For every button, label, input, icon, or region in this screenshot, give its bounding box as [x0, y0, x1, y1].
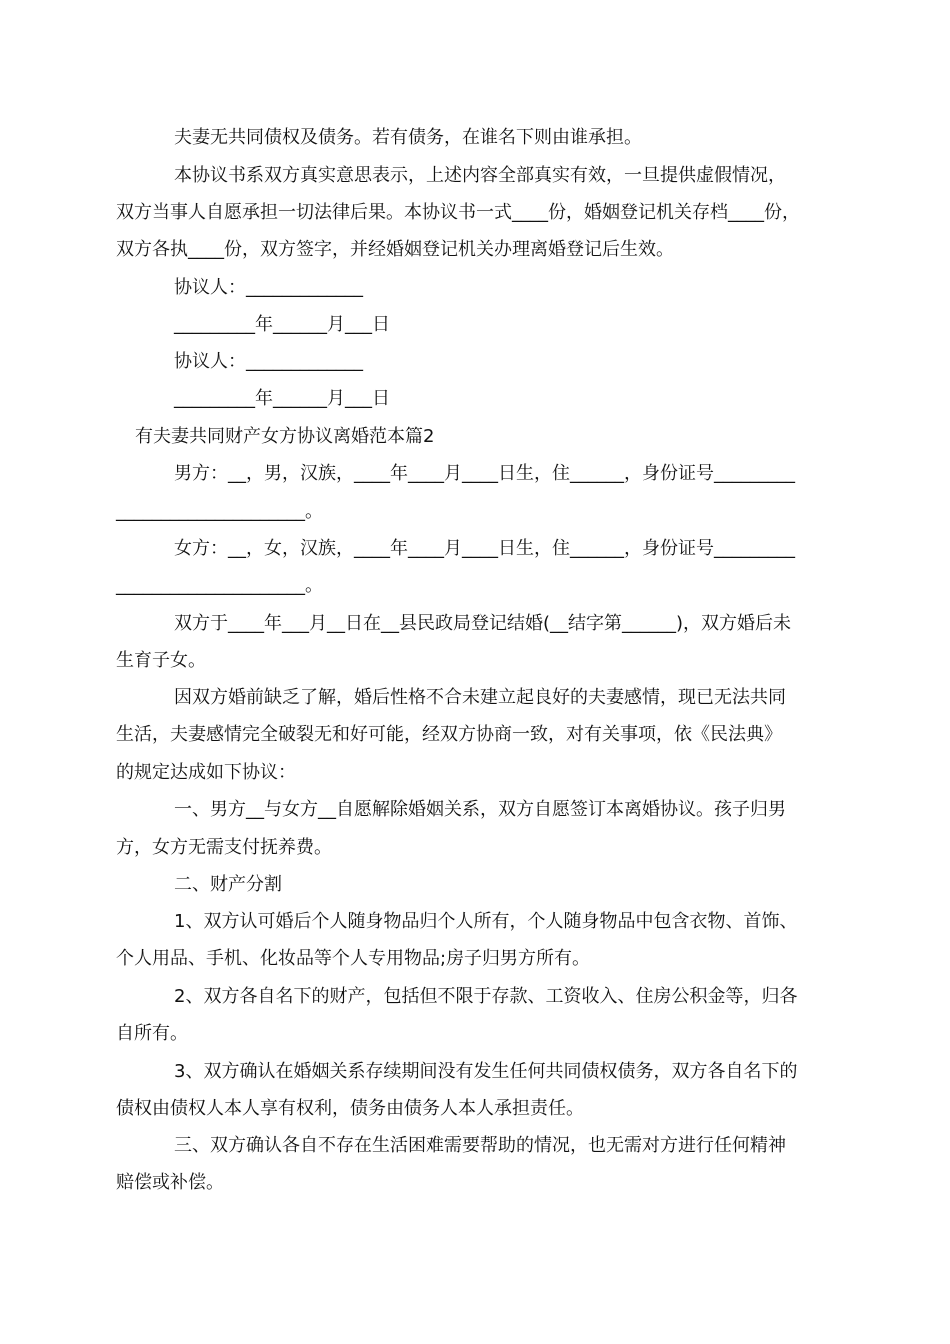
text-line: _____________________。 — [116, 501, 323, 522]
text-line: 夫妻无共同债权及债务。若有债务，在谁名下则由谁承担。 — [174, 127, 642, 148]
text-line: 三、双方确认各自不存在生活困难需要帮助的情况，也无需对方进行任何精神 — [174, 1135, 786, 1156]
text-line: 债权由债权人本人享有权利，债务由债务人本人承担责任。 — [116, 1098, 584, 1119]
text-line: 双方当事人自愿承担一切法律后果。本协议书一式____份，婚姻登记机关存档____份， — [116, 202, 800, 223]
text-line: 方，女方无需支付抚养费。 — [116, 837, 332, 858]
text-line: 生育子女。 — [116, 650, 206, 671]
section-heading: 二、财产分割 — [174, 874, 282, 895]
text-line: 自所有。 — [116, 1023, 188, 1044]
text-line: _____________________。 — [116, 575, 323, 596]
text-line: 3、双方确认在婚姻关系存续期间没有发生任何共同债权债务，双方各自名下的 — [174, 1061, 798, 1082]
text-line: 生活，夫妻感情完全破裂无和好可能，经双方协商一致，对有关事项，依《民法典》 — [116, 724, 782, 745]
date-line: _________年______月___日 — [174, 388, 390, 409]
text-line: 一、男方__与女方__自愿解除婚姻关系，双方自愿签订本离婚协议。孩子归男 — [174, 799, 786, 820]
text-line: 1、双方认可婚后个人随身物品归个人所有，个人随身物品中包含衣物、首饰、 — [174, 911, 798, 932]
section-title: 有夫妻共同财产女方协议离婚范本篇2 — [135, 426, 435, 447]
date-line: _________年______月___日 — [174, 314, 390, 335]
text-line: 赔偿或补偿。 — [116, 1172, 224, 1193]
text-line: 的规定达成如下协议： — [116, 762, 296, 783]
text-line: 个人用品、手机、化妆品等个人专用物品;房子归男方所有。 — [116, 948, 591, 969]
text-line: 男方：__，男，汉族，____年____月____日生，住______，身份证号_________ — [174, 463, 795, 484]
text-line: 2、双方各自名下的财产，包括但不限于存款、工资收入、住房公积金等，归各 — [174, 986, 798, 1007]
text-line: 双方于____年___月__日在__县民政局登记结婚(__结字第______)，双方婚后未 — [174, 613, 792, 634]
text-line: 因双方婚前缺乏了解，婚后性格不合未建立起良好的夫妻感情，现已无法共同 — [174, 687, 786, 708]
text-line: 女方：__，女，汉族，____年____月____日生，住______，身份证号_________ — [174, 538, 795, 559]
text-line: 双方各执____份，双方签字，并经婚姻登记机关办理离婚登记后生效。 — [116, 239, 674, 260]
signature-line: 协议人：_____________ — [174, 351, 363, 372]
text-line: 本协议书系双方真实意思表示，上述内容全部真实有效，一旦提供虚假情况， — [174, 165, 786, 186]
signature-line: 协议人：_____________ — [174, 277, 363, 298]
